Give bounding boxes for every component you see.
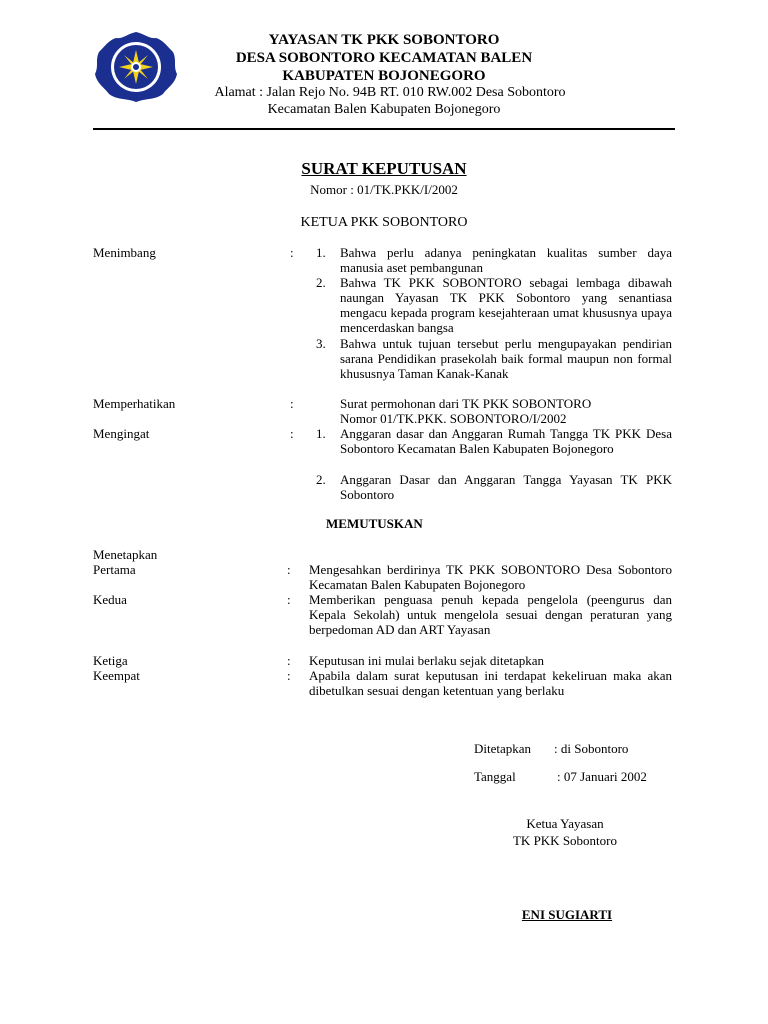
decision-ketiga-label: Ketiga: [93, 653, 128, 668]
menimbang-item-1-text: Bahwa perlu adanya peningkatan kualitas sumber daya manusia aset pembangunan: [340, 245, 672, 275]
tanggal-label: Tanggal: [474, 769, 516, 784]
document-title: SURAT KEPUTUSAN: [301, 159, 467, 178]
header-address-2: Kecamatan Balen Kabupaten Bojonegoro: [267, 102, 501, 117]
decision-keempat-text: Apabila dalam surat keputusan ini terdapat kekeliruan maka akan dibetulkan sesuai dengan ketentuan yang berlaku: [309, 668, 672, 698]
ditetapkan-value: : di Sobontoro: [554, 741, 629, 756]
mengingat-label: Mengingat: [93, 426, 150, 441]
menimbang-item-2-number: 2.: [316, 275, 326, 290]
menimbang-item-3-number: 3.: [316, 336, 326, 351]
decision-pertama-label: Pertama: [93, 562, 136, 577]
ditetapkan-label: Ditetapkan: [474, 741, 532, 756]
decision-pertama-colon: :: [287, 562, 291, 577]
memperhatikan-line-1: Surat permohonan dari TK PKK SOBONTORO: [340, 396, 592, 411]
menimbang-item-3-text: Bahwa untuk tujuan tersebut perlu mengupayakan pendirian sarana Pendidikan prasekolah baik formal maupun non formal khususnya Taman Kanak-Kanak: [340, 336, 672, 381]
signatory-name: ENI SUGIARTI: [521, 907, 613, 922]
memperhatikan-label: Memperhatikan: [93, 396, 176, 411]
decision-pertama-text: Mengesahkan berdirinya TK PKK SOBONTORO Desa Sobontoro Kecamatan Balen Kabupaten Bojonegoro: [309, 562, 672, 592]
mengingat-colon: :: [290, 426, 294, 441]
decision-kedua-label: Kedua: [93, 592, 127, 607]
memutuskan-heading: MEMUTUSKAN: [326, 516, 423, 531]
tanggal-value: : 07 Januari 2002: [557, 769, 647, 784]
decision-ketiga-colon: :: [287, 653, 291, 668]
decision-keempat-label: Keempat: [93, 668, 140, 683]
decision-kedua-colon: :: [287, 592, 291, 607]
memperhatikan-colon: :: [290, 396, 294, 411]
decision-ketiga-text: Keputusan ini mulai berlaku sejak ditetapkan: [309, 653, 545, 668]
menimbang-colon: :: [290, 245, 294, 260]
document-number: Nomor : 01/TK.PKK/I/2002: [310, 182, 458, 197]
menetapkan-label: Menetapkan: [93, 547, 158, 562]
issuer-title: KETUA PKK SOBONTORO: [300, 215, 468, 230]
menimbang-item-1-number: 1.: [316, 245, 326, 260]
menimbang-item-2-text: Bahwa TK PKK SOBONTORO sebagai lembaga dibawah naungan Yayasan TK PKK Sobontoro yang senantiasa mengacu kepada program kesejahteraan umat khususnya upaya mencerdaskan bangsa: [340, 275, 672, 335]
menimbang-label: Menimbang: [93, 245, 156, 260]
signatory-role-1: Ketua Yayasan: [526, 816, 604, 831]
mengingat-item-1-text: Anggaran dasar dan Anggaran Rumah Tangga TK PKK Desa Sobontoro Kecamatan Balen Kabupaten Bojonegoro: [340, 426, 672, 456]
header-address-1: Alamat : Jalan Rejo No. 94B RT. 010 RW.002 Desa Sobontoro: [214, 85, 566, 100]
decision-keempat-colon: :: [287, 668, 291, 683]
mengingat-item-2-number: 2.: [316, 472, 326, 487]
header-divider: [93, 128, 675, 130]
decision-kedua-text: Memberikan penguasa penuh kepada pengelola (peengurus dan Kepala Sekolah) untuk mengelola sesuai dengan peraturan yang berpedoman AD dan ART Yayasan: [309, 592, 672, 637]
memperhatikan-line-2: Nomor 01/TK.PKK. SOBONTORO/I/2002: [340, 411, 567, 426]
mengingat-item-1-number: 1.: [316, 426, 326, 441]
header-line-3: KABUPATEN BOJONEGORO: [282, 68, 486, 84]
mengingat-item-2-text: Anggaran Dasar dan Anggaran Tangga Yayasan TK PKK Sobontoro: [340, 472, 672, 502]
header-line-1: YAYASAN TK PKK SOBONTORO: [268, 32, 500, 48]
signatory-role-2: TK PKK Sobontoro: [512, 833, 617, 848]
header-line-2: DESA SOBONTORO KECAMATAN BALEN: [235, 50, 533, 66]
